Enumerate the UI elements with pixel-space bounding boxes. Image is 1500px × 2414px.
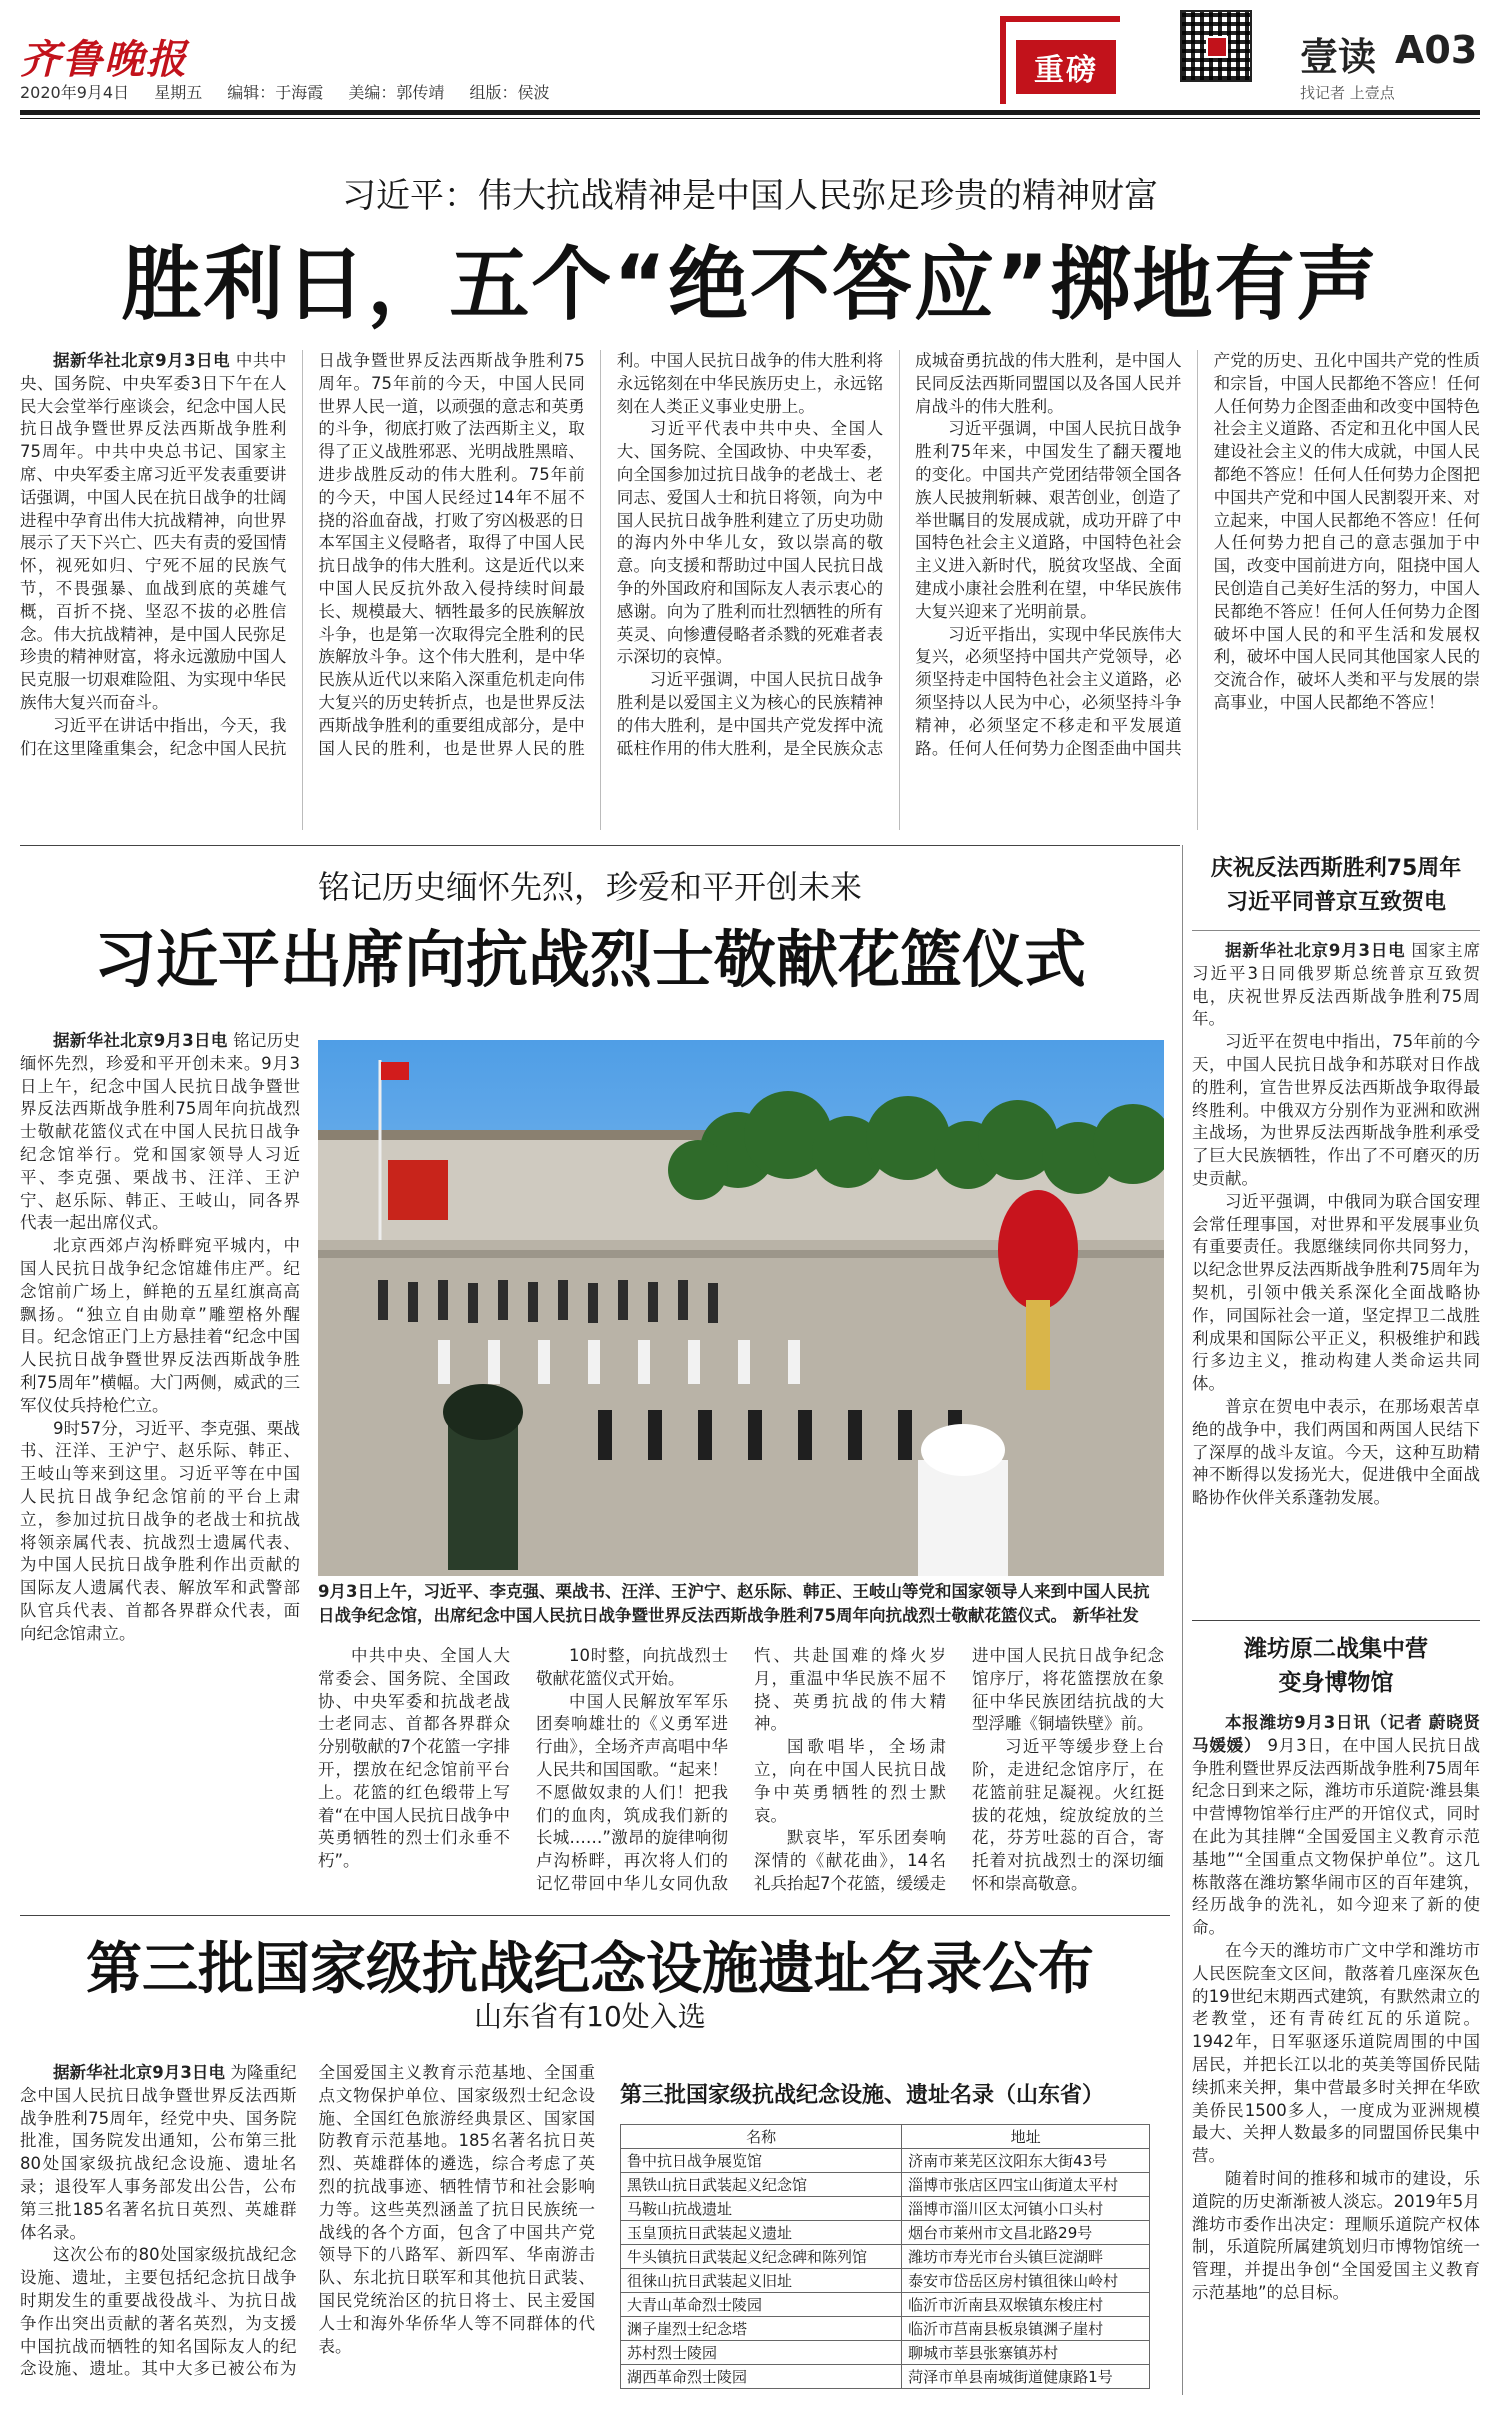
qr-logo-icon	[1206, 36, 1228, 58]
sidebar2-paragraph: 本报潍坊9月3日讯（记者 蔚晓贤 马媛媛） 9月3日，在中国人民抗日战争胜利暨世界反法西斯战争胜利75周年纪念日到来之际，潍坊市乐道院·潍县集中营博物馆举行庄严的开馆仪式，同时在此为其挂牌“全国爱国主义教育示范基地”“全国重点文物保护单位”。这几栋散落在潍坊繁华闹市区的百年建筑，经历战争的洗礼，如今迎来了新的使命。	[1192, 1713, 1480, 1938]
sites-table	[620, 2124, 1150, 2389]
site-address: 泰安市岱岳区房村镇徂徕山岭村	[902, 2269, 1150, 2293]
site-address: 潍坊市寿光市台头镇巨淀湖畔	[902, 2245, 1150, 2269]
sidebar1-rule	[1192, 930, 1480, 931]
article2-paragraph: 中国人民解放军军乐团奏响雄壮的《义勇军进行曲》，全场齐声高唱中华人民共和国国歌。“起来！不愿做奴隶的人们！把我们的血肉，筑成我们新的长城……”激昂的旋律响彻卢沟桥畔，再次将人们的记忆带回中华儿女同仇敌忾、共赴国难的烽火岁月，重温中华民族不屈不挠、英勇抗战的伟大精神。	[536, 1646, 946, 1893]
section-label: 重磅	[1016, 40, 1116, 94]
article2-lead: 据新华社北京9月3日电	[53, 1031, 228, 1050]
sidebar2-body	[1192, 1712, 1480, 2402]
sidebar2-title	[1192, 1632, 1480, 1700]
site-name: 牛头镇抗日武装起义纪念碑和陈列馆	[621, 2245, 902, 2269]
article2-paragraph: 北京西郊卢沟桥畔宛平城内，中国人民抗日战争纪念馆雄伟庄严。纪念馆前广场上，鲜艳的五星红旗高高飘扬。“独立自由勋章”雕塑格外醒目。纪念馆正门上方悬挂着“纪念中国人民抗日战争暨世界反法西斯战争胜利75周年”横幅。大门两侧，威武的三军仪仗兵持枪伫立。	[20, 1236, 300, 1415]
sidebar1-paragraph: 习近平强调，中俄同为联合国安理会常任理事国，对世界和平发展事业负有重要责任。我愿继续同你共同努力，以纪念世界反法西斯战争胜利75周年为契机，引领中俄关系深化全面战略协作，同国际社会一道，坚定捍卫二战胜利成果和国际公平正义，积极维护和践行多边主义，推动构建人类命运共同体。	[1192, 1191, 1480, 1394]
ceremony-photo-illustration	[318, 1040, 1164, 1576]
masthead-rule	[20, 110, 1480, 115]
banner	[388, 1160, 448, 1220]
sidebar2-title-line1: 潍坊原二战集中营	[1244, 1636, 1428, 1662]
site-name: 徂徕山抗日武装起义旧址	[621, 2269, 902, 2293]
page-number: A03	[1395, 28, 1478, 72]
masthead-rule-thin	[20, 118, 1480, 119]
article1-paragraph: 习近平强调，中国人民抗日战争胜利是以爱国主义为核心的民族精神的伟大胜利，是中国共产党发挥中流砥柱作用的伟大胜利，是全民族众志成城奋勇抗战的伟大胜利，是中国人民同反法西斯同盟国以及各国人民并肩战斗的伟大胜利。	[616, 351, 1182, 758]
article2-paragraph: 据新华社北京9月3日电 铭记历史缅怀先烈，珍爱和平开创未来。9月3日上午，纪念中国人民抗日战争暨世界反法西斯战争胜利75周年向抗战烈士敬献花篮仪式在中国人民抗日战争纪念馆举行。党和国家领导人习近平、李克强、栗战书、汪洋、王沪宁、赵乐际、韩正、王岐山，同各界代表一起出席仪式。	[20, 1031, 300, 1233]
site-name: 鲁中抗日战争展览馆	[621, 2149, 902, 2173]
site-name: 湖西革命烈士陵园	[621, 2365, 902, 2389]
sidebar2-paragraph: 随着时间的推移和城市的建设，乐道院的历史渐渐被人淡忘。2019年5月潍坊市委作出决定：理顺乐道院产权体制，乐道院所属建筑划归市博物馆统一管理，并提出争创“全国爱国主义教育示范基地”的总目标。	[1192, 2168, 1480, 2302]
article3-lead: 据新华社北京9月3日电	[53, 2063, 226, 2082]
table-row	[621, 2173, 1150, 2197]
page-name: 壹读	[1300, 35, 1377, 79]
photo-caption: 9月3日上午，习近平、李克强、栗战书、汪洋、王沪宁、赵乐际、韩正、王岐山等党和国家领导人来到中国人民抗日战争纪念馆，出席纪念中国人民抗日战争暨世界反法西斯战争胜利75周年向抗战烈士敬献花篮仪式。 新华社发	[318, 1582, 1150, 1625]
site-address: 聊城市莘县张寨镇苏村	[902, 2341, 1150, 2365]
ceremony-photo	[318, 1040, 1164, 1576]
sidebar1-paragraph: 普京在贺电中表示，在那场艰苦卓绝的战争中，我们两国和两国人民结下了深厚的战斗友谊。今天，这种互助精神不断得以发扬光大，促进俄中全面战略协作伙伴关系蓬勃发展。	[1192, 1396, 1480, 1508]
article1-paragraph: 习近平指出，实现中华民族伟大复兴，必须坚持中国共产党领导，必须坚持走中国特色社会主义道路，必须坚持以人民为中心，必须坚持斗争精神，必须坚定不移走和平发展道路。任何人任何势力企图歪曲中国共产党的历史、丑化中国共产党的性质和宗旨，中国人民都绝不答应！任何人任何势力企图歪曲和改变中国特色社会主义道路、否定和丑化中国人民建设社会主义的伟大成就，中国人民都绝不答应！任何人任何势力企图把中国共产党和中国人民割裂开来、对立起来，中国人民都绝不答应！任何人任何势力把自己的意志强加于中国，改变中国前进方向，阻挠中国人民创造自己美好生活的努力，中国人民都绝不答应！任何人任何势力企图破坏中国人民的和平生活和发展权利，破坏中国人民同其他国家人民的交流合作，破坏人类和平与发展的崇高事业，中国人民都绝不答应！	[915, 351, 1480, 758]
article1-headline: 胜利日，五个“绝不答应”掷地有声	[121, 238, 1379, 331]
sidebar1-title-line1: 庆祝反法西斯胜利75周年	[1210, 856, 1462, 881]
site-address: 淄博市张店区四宝山街道太平村	[902, 2173, 1150, 2197]
sidebar2-paragraph: 在今天的潍坊市广文中学和潍坊市人民医院奎文区间，散落着几座深灰色的19世纪末期西式建筑，有默然肃立的老教堂，还有青砖红瓦的乐道院。1942年，日军驱逐乐道院周围的中国居民，并把长江以北的英美等国侨民陆续抓来关押，集中营最多时关押在华欧美侨民1500多人，一度成为亚洲规模最大、关押人数最多的同盟国侨民集中营。	[1192, 1940, 1480, 2166]
sidebar2-title-line2: 变身博物馆	[1278, 1670, 1394, 1696]
site-name: 马鞍山抗战遗址	[621, 2197, 902, 2221]
article1-kicker: 习近平：伟大抗战精神是中国人民弥足珍贵的精神财富	[342, 176, 1158, 216]
issue-weekday: 星期五	[154, 83, 203, 102]
article2-paragraph: 中共中央、全国人大常委会、国务院、全国政协、中央军委和抗战老战士老同志、首都各界群众分别敬献的7个花篮一字排开，摆放在纪念馆前平台上。花篮的红色缎带上写着“在中国人民抗日战争中英勇牺牲的烈士们永垂不朽”。	[318, 1646, 510, 1871]
table-row	[621, 2245, 1150, 2269]
sidebar2-lead: 本报潍坊9月3日讯（记者 蔚晓贤 马媛媛）	[1192, 1713, 1480, 1755]
issue-date: 2020年9月4日	[20, 83, 130, 102]
article2-headline: 习近平出席向抗战烈士敬献花篮仪式	[93, 923, 1086, 996]
sidebar1-paragraph: 习近平在贺电中指出，75年前的今天，中国人民抗日战争和苏联对日作战的胜利，宣告世界反法西斯战争取得最终胜利。中俄双方分别作为亚洲和欧洲主战场，为世界反法西斯战争胜利承受了巨大民族牺牲，作出了不可磨灭的历史贡献。	[1192, 1032, 1480, 1188]
site-name: 苏村烈士陵园	[621, 2341, 902, 2365]
column-header-name: 名称	[621, 2125, 902, 2149]
layout-credit: 组版：侯波	[469, 83, 550, 102]
site-address: 烟台市莱州市文昌北路29号	[902, 2221, 1150, 2245]
honor-guard	[448, 1420, 518, 1570]
art-editor-credit: 美编：郭传靖	[348, 83, 445, 102]
sidebar2-top-rule	[1192, 1620, 1480, 1621]
table-row	[621, 2341, 1150, 2365]
article1-paragraph: 习近平代表中共中央、全国人大、国务院、全国政协、中央军委，向全国参加过抗日战争的老战士、老同志、爱国人士和抗日将领，向为中国人民抗日战争胜利建立了历史功勋的海内外中华儿女，致以崇高的敬意。向支援和帮助过中国人民抗日战争的外国政府和国际友人表示衷心的感谢。向为了胜利而壮烈牺牲的所有英灵、向惨遭侵略者杀戮的死难者表示深切的哀悼。	[616, 419, 884, 667]
article1-lead: 据新华社北京9月3日电	[53, 351, 231, 370]
dateline	[20, 80, 570, 103]
article3-paragraph: 据新华社北京9月3日电 为隆重纪念中国人民抗日战争暨世界反法西斯战争胜利75周年，经党中央、国务院批准，国务院发出通知，公布第三批80处国家级抗战纪念设施、遗址名录；退役军人事务部发出公告，公布第三批185名著名抗日英烈、英雄群体名录。	[20, 2063, 297, 2242]
article3-subhead: 山东省有10处入选	[474, 2000, 706, 2033]
page-note: 找记者 上壹点	[1300, 84, 1395, 102]
site-address: 菏泽市单县南城街道健康路1号	[902, 2365, 1150, 2389]
article2-left-column	[20, 1030, 300, 1910]
article1-paragraph: 据新华社北京9月3日电 中共中央、国务院、中央军委3日下午在人民大会堂举行座谈会，纪念中国人民抗日战争暨世界反法西斯战争胜利75周年。中共中央总书记、国家主席、中央军委主席习近平发表重要讲话强调，中国人民在抗日战争的壮阔进程中孕育出伟大抗战精神，向世界展示了天下兴亡、匹夫有责的爱国情怀，视死如归、宁死不屈的民族气节，不畏强暴、血战到底的英雄气概，百折不挠、坚忍不拔的必胜信念。伟大抗战精神，是中国人民弥足珍贵的精神财富，将永远激励中国人民克服一切艰难险阻、为实现中华民族伟大复兴而奋斗。	[20, 351, 287, 712]
table-row	[621, 2269, 1150, 2293]
article2-paragraph: 习近平等缓步登上台阶，走进纪念馆序厅，在花篮前驻足凝视。火红挺拔的花烛，绽放绽放的兰花，芬芳吐蕊的百合，寄托着对抗战烈士的深切缅怀和崇高敬意。	[972, 1737, 1164, 1893]
article3-top-rule	[20, 1915, 1170, 1916]
table-row	[621, 2365, 1150, 2389]
site-name: 渊子崖烈士纪念塔	[621, 2317, 902, 2341]
article3-body	[20, 2062, 595, 2402]
article2-paragraph: 默哀毕，军乐团奏响深情的《献花曲》，14名礼兵抬起7个花篮，缓缓走进中国人民抗日战争纪念馆序厅，将花篮摆放在象征中华民族团结抗战的大型浮雕《铜墙铁壁》前。	[754, 1646, 1164, 1893]
site-address: 淄博市淄川区太河镇小口头村	[902, 2197, 1150, 2221]
qr-code-icon[interactable]	[1180, 10, 1252, 82]
editor-credit: 编辑：于海霞	[227, 83, 324, 102]
article2-paragraph: 国歌唱毕，全场肃立，向在中国人民抗日战争中英勇牺牲的烈士默哀。	[754, 1737, 946, 1825]
site-name: 玉皇顶抗日武装起义遗址	[621, 2221, 902, 2245]
newspaper-logo: 齐鲁晚报	[20, 36, 188, 83]
sidebar1-title	[1192, 852, 1480, 920]
site-address: 济南市莱芜区汶阳东大街43号	[902, 2149, 1150, 2173]
table-row	[621, 2149, 1150, 2173]
sidebar1-paragraph: 据新华社北京9月3日电 国家主席习近平3日同俄罗斯总统普京互致贺电，庆祝世界反法西斯战争胜利75周年。	[1192, 941, 1480, 1029]
table-row	[621, 2221, 1150, 2245]
article2-paragraph: 10时整，向抗战烈士敬献花篮仪式开始。	[536, 1646, 728, 1688]
site-name: 黑铁山抗日武装起义纪念馆	[621, 2173, 902, 2197]
site-address: 临沂市莒南县板泉镇渊子崖村	[902, 2317, 1150, 2341]
table-row	[621, 2197, 1150, 2221]
table-row	[621, 2317, 1150, 2341]
article1-paragraph: 习近平在讲话中指出，今天，我们在这里隆重集会，纪念中国人民抗日战争暨世界反法西斯战争胜利75周年。75年前的今天，中国人民同世界人民一道，以顽强的意志和英勇的斗争，彻底打败了法西斯主义，取得了正义战胜邪恶、光明战胜黑暗、进步战胜反动的伟大胜利。75年前的今天，中国人民经过14年不屈不挠的浴血奋战，打败了穷凶极恶的日本军国主义侵略者，取得了中国人民抗日战争的伟大胜利。这是近代以来中国人民反抗外敌入侵持续时间最长、规模最大、牺牲最多的民族解放斗争，也是第一次取得完全胜利的民族解放斗争。这个伟大胜利，是中华民族从近代以来陷入深重危机走向伟大复兴的历史转折点，也是世界反法西斯战争胜利的重要组成部分，是中国人民的胜利，也是世界人民的胜利。中国人民抗日战争的伟大胜利将永远铭刻在中华民族历史上，永远铭刻在人类正义事业史册上。	[20, 351, 884, 758]
sidebar1-lead: 据新华社北京9月3日电	[1225, 941, 1406, 960]
column-header-address: 地址	[902, 2125, 1150, 2149]
article1-paragraph: 习近平强调，中国人民抗日战争胜利75年来，中国发生了翻天覆地的变化。中国共产党团结带领全国各族人民披荆斩棘、艰苦创业，创造了举世瞩目的发展成就，成功开辟了中国特色社会主义道路，中国特色社会主义进入新时代，脱贫攻坚战、全面建成小康社会胜利在望，中华民族伟大复兴迎来了光明前景。	[915, 419, 1182, 621]
table-row	[621, 2293, 1150, 2317]
sidebar1-body	[1192, 940, 1480, 1640]
sidebar1-title-line2: 习近平同普京互致贺电	[1225, 890, 1446, 915]
article1-body	[20, 350, 1480, 830]
article2-lower-columns	[318, 1645, 1164, 1910]
flower-basket	[998, 1190, 1078, 1310]
site-address: 临沂市沂南县双堠镇东梭庄村	[902, 2293, 1150, 2317]
article2-paragraph: 9时57分，习近平、李克强、栗战书、汪洋、王沪宁、赵乐际、韩正、王岐山等来到这里。习近平等在中国人民抗日战争纪念馆前的平台上肃立，参加过抗日战争的老战士和抗战将领亲属代表、抗战烈士遗属代表、为中国人民抗日战争胜利作出贡献的国际友人遗属代表、解放军和武警部队官兵代表、首都各界群众代表，面向纪念馆肃立。	[20, 1418, 300, 1643]
table-header-row	[621, 2125, 1150, 2149]
site-name: 大青山革命烈士陵园	[621, 2293, 902, 2317]
section-tag	[1000, 16, 1120, 104]
article2-kicker: 铭记历史缅怀先烈，珍爱和平开创未来	[317, 868, 862, 906]
article1-divider	[20, 845, 1180, 846]
sidebar-divider	[1182, 845, 1183, 2395]
sites-table-title: 第三批国家级抗战纪念设施、遗址名录（山东省）	[620, 2083, 1105, 2108]
article3-paragraph: 这次公布的80处国家级抗战纪念设施、遗址，主要包括纪念抗日战争时期发生的重要战役战斗、为抗日战争作出突出贡献的著名英烈，为支援中国抗战而牺牲的知名国际友人的纪念设施、遗址。其中大多已被公布为全国爱国主义教育示范基地、全国重点文物保护单位、国家级烈士纪念设施、全国红色旅游经典景区、国家国防教育示范基地。185名著名抗日英烈、英雄群体的遴选，综合考虑了英烈的抗战事迹、牺牲情节和社会影响力等。这些英烈涵盖了抗日民族统一战线的各个方面，包含了中国共产党领导下的八路军、新四军、华南游击队、东北抗日联军和其他抗日武装、国民党统治区的抗日将士、民主爱国人士和海外华侨华人等不同群体的代表。	[20, 2063, 595, 2379]
article3-headline: 第三批国家级抗战纪念设施遗址名录公布	[86, 1937, 1094, 2002]
